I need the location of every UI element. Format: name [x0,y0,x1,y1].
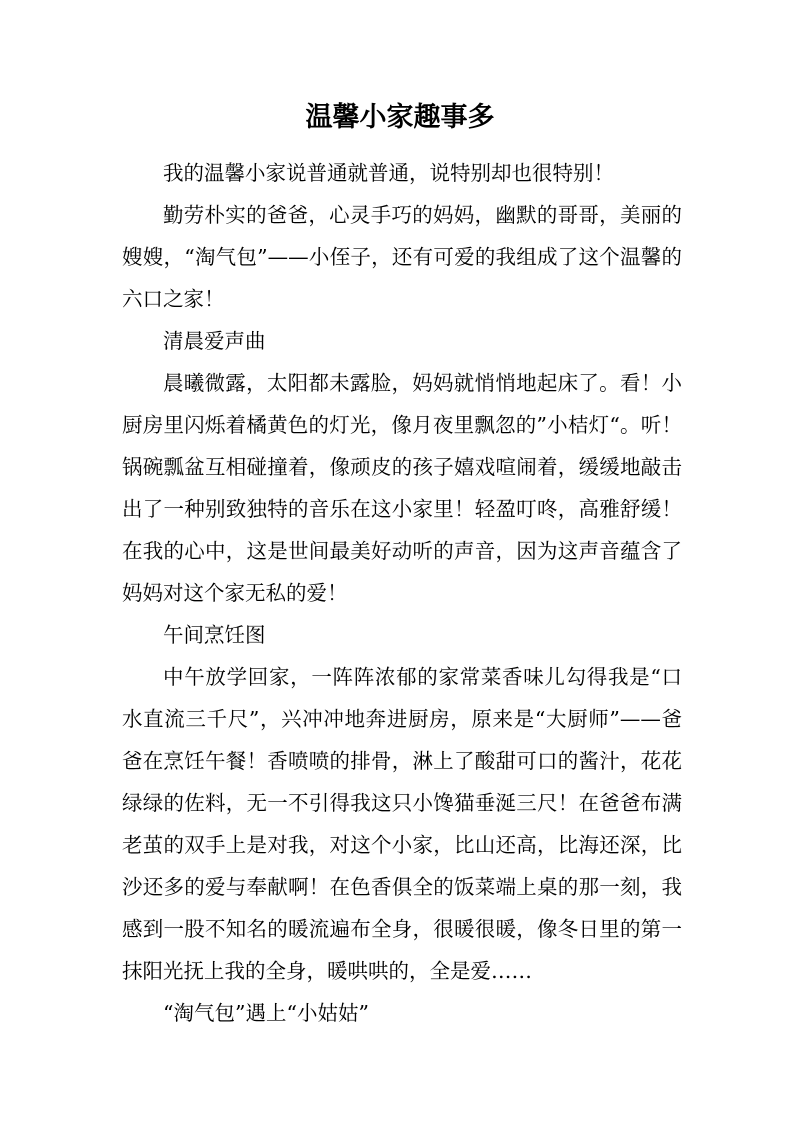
document-body [122,152,682,1034]
section-heading-naughty: “淘气包”遇上“小姑姑” [163,1001,369,1025]
section-heading-morning: 清晨爱声曲 [163,329,266,353]
paragraph-noon: 中午放学回家，一阵阵浓郁的家常菜香味儿勾得我是“口水直流三千尺”，兴冲冲地奔进厨房，原来是“大厨师”——爸爸在烹饪午餐！香喷喷的排骨，淋上了酸甜可口的酱汁，花花绿绿的佐料，无一不引得我这只小馋猫垂涎三尺！在爸爸布满老茧的双手上是对我，对这个小家，比山还高，比海还深，比沙还多的爱与奉献啊！在色香俱全的饭菜端上桌的那一刻，我感到一股不知名的暖流遍布全身，很暖很暖，像冬日里的第一抹阳光抚上我的全身，暖哄哄的，全是爱…… [122,665,682,983]
section-heading-noon: 午间烹饪图 [163,623,266,647]
paragraph-family: 勤劳朴实的爸爸，心灵手巧的妈妈，幽默的哥哥，美丽的嫂嫂，“淘气包”——小侄子，还有可爱的我组成了这个温馨的六口之家！ [122,203,682,311]
paragraph-morning: 晨曦微露，太阳都未露脸，妈妈就悄悄地起床了。看！小厨房里闪烁着橘黄色的灯光，像月夜里飘忽的”小桔灯“。听！锅碗瓢盆互相碰撞着，像顽皮的孩子嬉戏喧闹着，缓缓地敲击出了一种别致独特的音乐在这小家里！轻盈叮咚，高雅舒缓！在我的心中，这是世间最美好动听的声音，因为这声音蕴含了妈妈对这个家无私的爱！ [122,371,682,605]
paragraph-intro: 我的温馨小家说普通就普通，说特别却也很特别！ [163,161,614,185]
document-title: 温馨小家趣事多 [305,102,495,133]
